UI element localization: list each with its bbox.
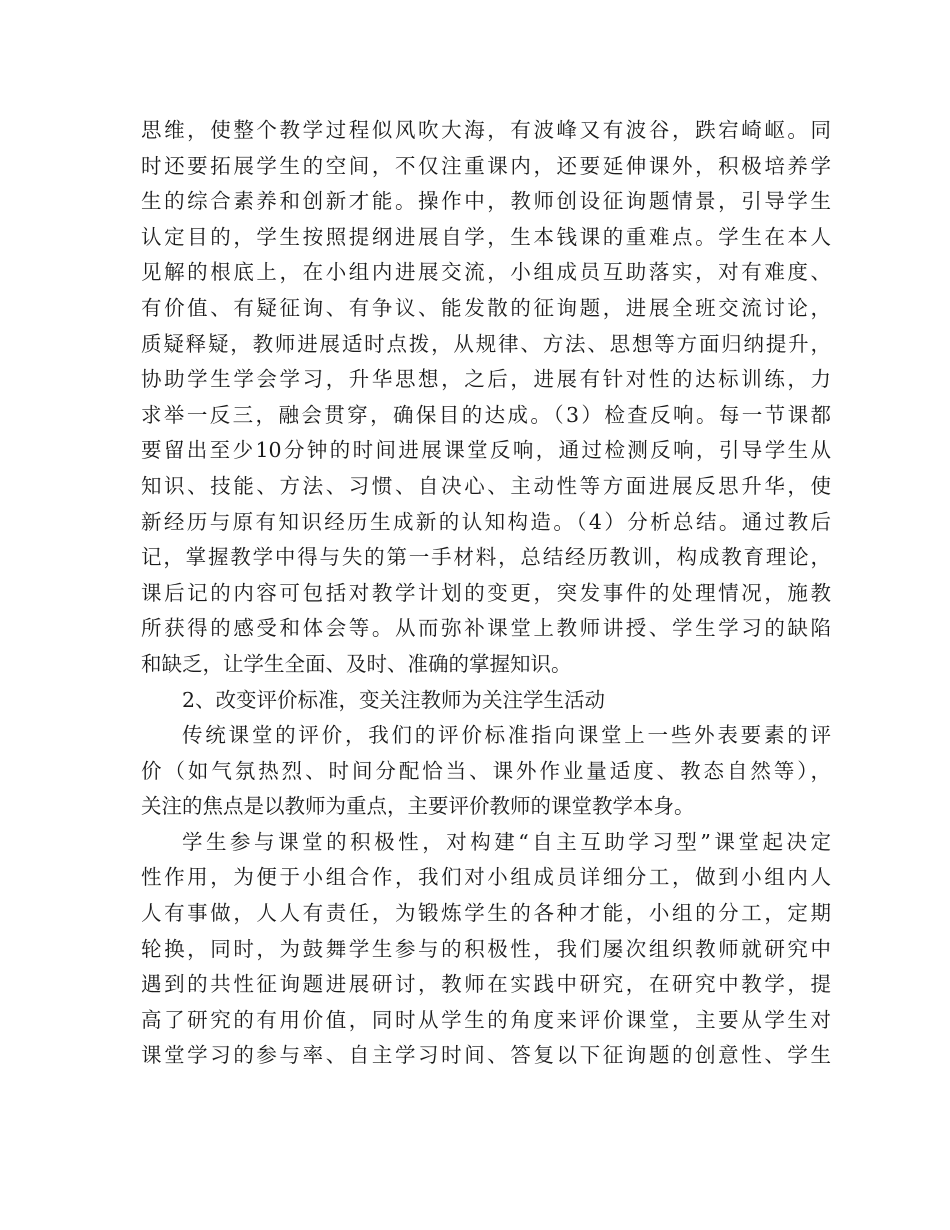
text-line: 新经历与原有知识经历生成新的认知构造。（4）分析总结。通过教后 <box>141 509 831 534</box>
text-line: 遇到的共性征询题进展研讨，教师在实践中研究，在研究中教学，提 <box>141 972 831 997</box>
text-line: 轮换，同时，为鼓舞学生参与的积极性，我们屡次组织教师就研究中 <box>141 936 831 961</box>
text-line: 课堂学习的参与率、自主学习时间、答复以下征询题的创意性、学生 <box>141 1043 831 1068</box>
text-line: 学生参与课堂的积极性，对构建“自主互助学习型”课堂起决定 <box>182 829 831 854</box>
text-line: 思维，使整个教学过程似风吹大海，有波峰又有波谷，跌宕崎岖。同 <box>141 118 831 142</box>
text-line: 传统课堂的评价，我们的评价标准指向课堂上一些外表要素的评 <box>182 723 831 748</box>
text-line: 所获得的感受和体会等。从而弥补课堂上教师讲授、学生学习的缺陷 <box>141 616 831 641</box>
text-line: 和缺乏，让学生全面、及时、准确的掌握知识。 <box>141 651 572 676</box>
text-line: 见解的根底上，在小组内进展交流，小组成员互助落实，对有难度、 <box>141 260 831 285</box>
text-line: 关注的焦点是以教师为重点，主要评价教师的课堂教学本身。 <box>141 794 695 819</box>
text-line: 生的综合素养和创新才能。操作中，教师创设征询题情景，引导学生 <box>141 189 831 214</box>
text-line: 知识、技能、方法、习惯、自决心、主动性等方面进展反思升华，使 <box>141 473 831 498</box>
text-line: 高了研究的有用价值，同时从学生的角度来评价课堂，主要从学生对 <box>141 1007 831 1032</box>
text-line: 有价值、有疑征询、有争议、能发散的征询题，进展全班交流讨论， <box>141 295 831 320</box>
text-line: 质疑释疑，教师进展适时点拨，从规律、方法、思想等方面归纳提升， <box>141 331 831 356</box>
text-line: 时还要拓展学生的空间，不仅注重课内，还要延伸课外，积极培养学 <box>141 153 831 178</box>
text-line: 协助学生学会学习，升华思想，之后，进展有针对性的达标训练，力 <box>141 367 831 392</box>
text-line: 求举一反三，融会贯穿，确保目的达成。（3）检查反响。每一节课都 <box>141 402 831 427</box>
body-text <box>141 113 831 1074</box>
text-line: 课后记的内容可包括对教学计划的变更，突发事件的处理情况，施教 <box>141 580 831 605</box>
section-heading: 2、改变评价标准，变关注教师为关注学生活动 <box>182 687 606 712</box>
text-line: 人有事做，人人有责任，为锻炼学生的各种才能，小组的分工，定期 <box>141 901 831 926</box>
text-line: 要留出至少10分钟的时间进展课堂反响，通过检测反响，引导学生从 <box>141 438 831 463</box>
text-line: 认定目的，学生按照提纲进展自学，生本钱课的重难点。学生在本人 <box>141 224 831 249</box>
text-line: 记，掌握教学中得与失的第一手材料，总结经历教训，构成教育理论， <box>141 545 831 570</box>
text-line: 性作用，为便于小组合作，我们对小组成员详细分工，做到小组内人 <box>141 865 831 890</box>
text-line: 价（如气氛热烈、时间分配恰当、课外作业量适度、教态自然等）， <box>141 758 831 783</box>
